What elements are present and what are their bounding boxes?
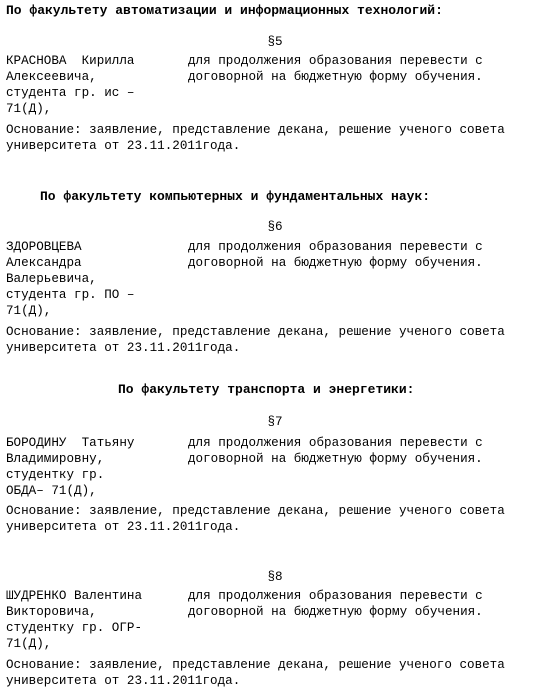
student-group-line: 71(Д), (6, 304, 52, 318)
student-group-line: студента гр. ис – (6, 86, 135, 100)
student-name-line: Алексеевича, (6, 70, 97, 84)
student-name-line: Викторовича, (6, 605, 97, 619)
student-group-line: студента гр. ПО – (6, 288, 135, 302)
section-number: §5 (267, 35, 283, 49)
student-group-line: 71(Д), (6, 102, 52, 116)
student-name-line: БОРОДИНУ Татьяну (6, 436, 135, 450)
decision-text: для продолжения образования перевести с (188, 589, 483, 603)
decision-text: договорной на бюджетную форму обучения. (188, 70, 483, 84)
student-name-line: Александра (6, 256, 82, 270)
decision-text: договорной на бюджетную форму обучения. (188, 605, 483, 619)
section-number: §6 (267, 220, 283, 234)
basis-text: Основание: заявление, представление декана, решение ученого совета (6, 325, 505, 339)
basis-text: университета от 23.11.2011года. (6, 520, 241, 534)
faculty-heading: По факультету компьютерных и фундаментальных наук: (40, 189, 431, 204)
basis-text: университета от 23.11.2011года. (6, 674, 241, 688)
basis-text: Основание: заявление, представление декана, решение ученого совета (6, 658, 505, 672)
student-name-line: ЗДОРОВЦЕВА (6, 240, 82, 254)
basis-text: Основание: заявление, представление декана, решение ученого совета (6, 123, 505, 137)
basis-text: университета от 23.11.2011года. (6, 139, 241, 153)
basis-text: Основание: заявление, представление декана, решение ученого совета (6, 504, 505, 518)
decision-text: договорной на бюджетную форму обучения. (188, 256, 483, 270)
student-group-line: студентку гр. ОГР- (6, 621, 143, 635)
decision-text: договорной на бюджетную форму обучения. (188, 452, 483, 466)
decision-text: для продолжения образования перевести с (188, 436, 483, 450)
student-name-line: ШУДРЕНКО Валентина (6, 589, 143, 603)
student-name-line: Владимировну, (6, 452, 105, 466)
student-group-line: студентку гр. (6, 468, 105, 482)
student-name-line: Валерьевича, (6, 272, 97, 286)
section-number: §8 (267, 570, 283, 584)
decision-text: для продолжения образования перевести с (188, 240, 483, 254)
student-name-line: КРАСНОВА Кирилла (6, 54, 135, 68)
student-group-line: ОБДА– 71(Д), (6, 484, 97, 498)
student-group-line: 71(Д), (6, 637, 52, 651)
faculty-heading: По факультету автоматизации и информационных технологий: (6, 3, 443, 18)
decision-text: для продолжения образования перевести с (188, 54, 483, 68)
faculty-heading: По факультету транспорта и энергетики: (118, 382, 415, 397)
basis-text: университета от 23.11.2011года. (6, 341, 241, 355)
section-number: §7 (267, 415, 283, 429)
